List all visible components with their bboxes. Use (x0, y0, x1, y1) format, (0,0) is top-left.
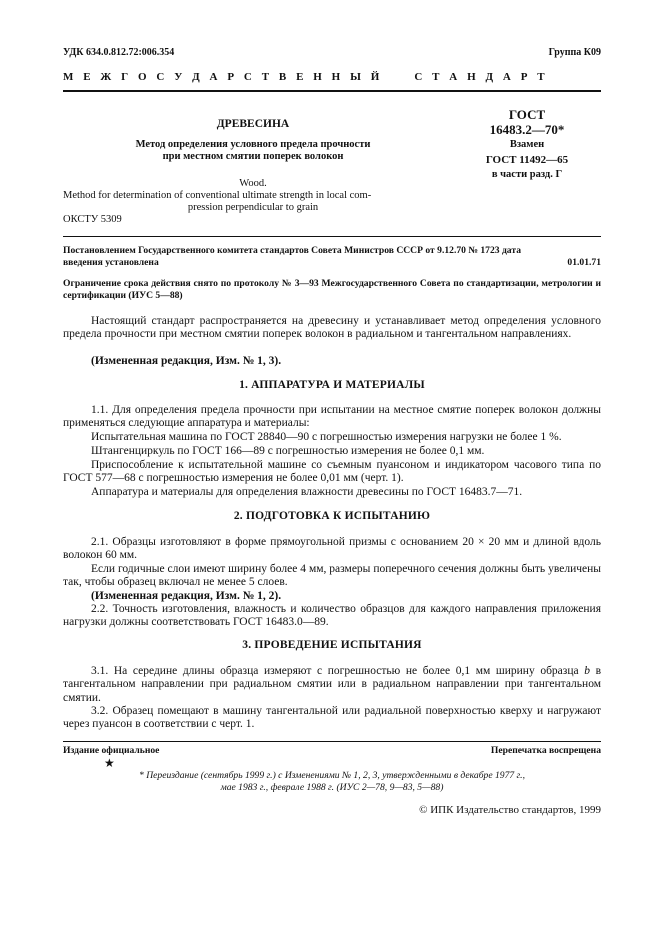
section-1-heading: 1. АППАРАТУРА И МАТЕРИАЛЫ (239, 379, 425, 391)
footer-rule (63, 741, 601, 742)
section-1-paragraph-3: Штангенциркуль по ГОСТ 166—89 с погрешностью измерения не более 0,1 мм. (91, 445, 485, 457)
resolution-line1: Постановлением Государственного комитета стандартов Совета Министров СССР от 9.12.70 № 1723 дата (63, 245, 521, 256)
validity-limit-note: Ограничение срока действия снято по протоколу № 3—93 Межгосударственного Совета по стандартизации, метрологии и сертификации (ИУС 5—88) (63, 278, 601, 301)
replaced-gost: ГОСТ 11492—65 (485, 154, 569, 166)
title-en-line2: Method for determination of conventional ultimate strength in local com- (63, 190, 372, 201)
banner-rule (63, 90, 601, 92)
section-2-paragraph-2: Если годичные слои имеют ширину более 4 мм, размеры поперечного сечения должны быть увеличены так, чтобы образец включал не менее 5 слоев. (63, 563, 601, 589)
section-3-paragraph-1-text-a: 3.1. На середине длины образца измеряют с погрешностью не более 0,1 мм ширину образца (91, 665, 585, 677)
reissue-note-line2: мае 1983 г., феврале 1988 г. (ИУС 2—78, 9—83, 5—88) (220, 782, 444, 793)
replaces-label: Взамен (509, 139, 545, 150)
okstu-code: ОКСТУ 5309 (63, 214, 122, 225)
reprint-prohibited: Перепечатка воспрещена (490, 745, 601, 756)
section-2-paragraph-1: 2.1. Образцы изготовляют в форме прямоугольной призмы с основанием 20 × 20 мм и длиной вдоль волокон 60 мм. (63, 536, 601, 562)
udk-code: УДК 634.0.812.72:006.354 (63, 47, 175, 58)
standard-banner: М Е Ж Г О С У Д А Р С Т В Е Н Н Ы Й С Т А Н Д А Р Т (63, 71, 549, 83)
star-icon: ★ (104, 756, 115, 770)
section-3-heading: 3. ПРОВЕДЕНИЕ ИСПЫТАНИЯ (242, 639, 422, 651)
section-1-paragraph-2: Испытательная машина по ГОСТ 28840—90 с погрешностью измерения нагрузки не более 1 %. (91, 431, 562, 443)
reissue-note-line1: * Переиздание (сентябрь 1999 г.) с Изменениями № 1, 2, 3, утвержденными в декабре 1977 г., (139, 770, 525, 781)
document-title: ДРЕВЕСИНА (216, 118, 290, 130)
section-3-paragraph-2: 3.2. Образец помещают в машину тангентальной или радиальной поверхностью кверху и нагружают через пуансон в соответствии с черт. 1. (63, 705, 601, 731)
intro-amendment: (Измененная редакция, Изм. № 1, 3). (91, 355, 282, 367)
resolution-line2: введения установлена (63, 257, 159, 268)
title-en-line1: Wood. (239, 178, 267, 189)
section-2-heading: 2. ПОДГОТОВКА К ИСПЫТАНИЮ (233, 510, 431, 522)
section-3-paragraph-1 (63, 665, 601, 705)
section-1-paragraph-4: Приспособление к испытательной машине со съемным пуансоном и индикатором часового типа по ГОСТ 577—68 с погрешностью измерения не более 0,01 мм (черт. 1). (63, 459, 601, 485)
subtitle-ru-line1: Метод определения условного предела прочности (135, 139, 371, 150)
group-code: Группа К09 (548, 47, 601, 58)
intro-paragraph: Настоящий стандарт распространяется на древесину и устанавливает метод определения условного предела прочности при местном смятии поперек волокон в радиальном и тангентальном направлениях. (63, 315, 601, 341)
gost-number: 16483.2—70* (489, 122, 565, 137)
subtitle-ru-line2: при местном смятии поперек волокон (162, 151, 344, 162)
gost-label: ГОСТ (508, 107, 546, 122)
section-2-amendment: (Измененная редакция, Изм. № 1, 2). (91, 590, 282, 602)
section-2-paragraph-3: 2.2. Точность изготовления, влажность и количество образцов для каждого направления приложения нагрузки должны соответствовать ГОСТ 16483.0—89. (63, 603, 601, 629)
introduction-date: 01.01.71 (567, 257, 601, 268)
section-1-paragraph-5: Аппаратура и материалы для определения влажности древесины по ГОСТ 16483.7—71. (91, 486, 523, 498)
width-variable: b (584, 665, 590, 677)
section-3-paragraph-1-text-b: в тангентальном направлении при радиальном смятии или в радиальном направлении при тангентальном смятии. (63, 665, 602, 704)
replaced-part: в части разд. Г (491, 169, 563, 180)
section-1-paragraph-1: 1.1. Для определения предела прочности при испытании на местное смятие поперек волокон должны применяться следующие аппаратура и материалы: (63, 404, 601, 430)
copyright: © ИПК Издательство стандартов, 1999 (419, 804, 601, 816)
official-edition: Издание официальное (63, 745, 160, 756)
title-en-line3: pression perpendicular to grain (187, 202, 319, 213)
title-rule (63, 236, 601, 237)
